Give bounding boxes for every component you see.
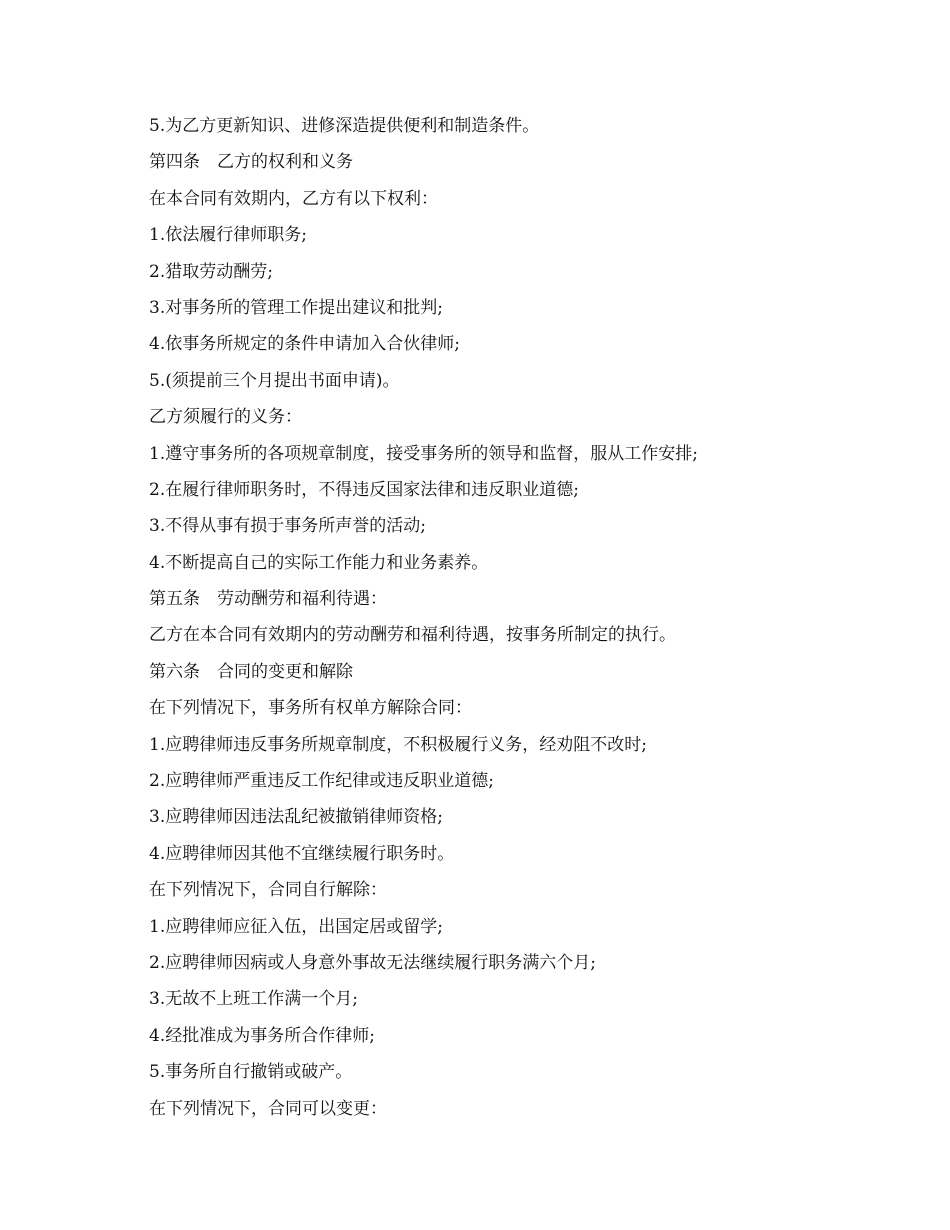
text-line: 在下列情况下，事务所有权单方解除合同： (149, 698, 472, 719)
list-item: 4.不断提高自己的实际工作能力和业务素养。 (149, 552, 489, 573)
list-item: 2.在履行律师职务时，不得违反国家法律和违反职业道德; (149, 479, 579, 500)
text-line: 5.为乙方更新知识、进修深造提供便利和制造条件。 (149, 116, 540, 136)
list-item: 4.应聘律师因其他不宜继续履行职务时。 (149, 843, 455, 864)
list-item: 4.经批准成为事务所合作律师; (149, 1025, 375, 1046)
section-heading: 第四条 乙方的权利和义务 (149, 152, 353, 173)
list-item: 3.对事务所的管理工作提出建议和批判; (149, 297, 443, 318)
text-line: 在下列情况下，合同可以变更： (149, 1098, 387, 1119)
list-item: 3.不得从事有损于事务所声誉的活动; (149, 516, 426, 537)
section-heading: 第五条 劳动酬劳和福利待遇： (149, 589, 387, 610)
list-item: 2.应聘律师严重违反工作纪律或违反职业道德; (149, 771, 494, 792)
list-item: 1.应聘律师应征入伍，出国定居或留学; (149, 916, 443, 937)
list-item: 4.依事务所规定的条件申请加入合伙律师; (149, 334, 460, 355)
list-item: 1.遵守事务所的各项规章制度，接受事务所的领导和监督，服从工作安排; (149, 443, 698, 464)
list-item: 2.应聘律师因病或人身意外事故无法继续履行职务满六个月; (149, 952, 596, 973)
text-line: 乙方在本合同有效期内的劳动酬劳和福利待遇，按事务所制定的执行。 (149, 625, 676, 646)
text-line: 在下列情况下，合同自行解除： (149, 880, 387, 901)
section-heading: 第六条 合同的变更和解除 (149, 661, 353, 682)
text-line: 在本合同有效期内，乙方有以下权利： (149, 188, 438, 209)
list-item: 5.事务所自行撤销或破产。 (149, 1062, 353, 1083)
list-item: 5.(须提前三个月提出书面申请)。 (149, 370, 400, 391)
list-item: 3.无故不上班工作满一个月; (149, 989, 358, 1010)
list-item: 2.猎取劳动酬劳; (149, 261, 273, 282)
text-line: 乙方须履行的义务： (149, 407, 302, 428)
document-body (149, 108, 889, 1127)
list-item: 3.应聘律师因违法乱纪被撤销律师资格; (149, 807, 443, 828)
list-item: 1.应聘律师违反事务所规章制度，不积极履行义务，经劝阻不改时; (149, 734, 647, 755)
list-item: 1.依法履行律师职务; (149, 225, 307, 246)
